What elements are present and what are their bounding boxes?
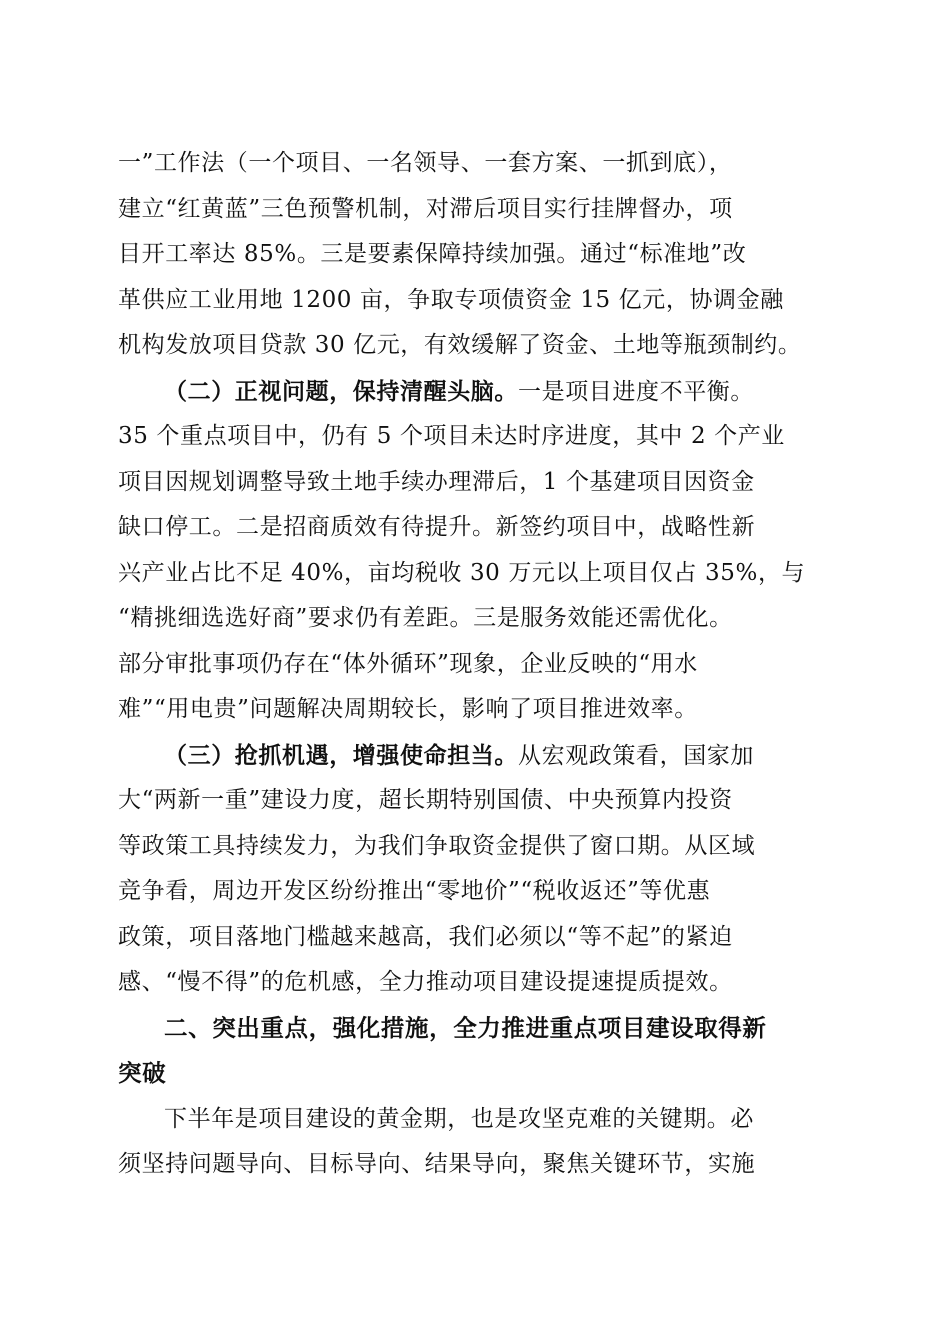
paragraph-line: 目开工率达 85%。三是要素保障持续加强。通过“标准地”改 <box>118 241 747 267</box>
paragraph-line: 难”“用电贵”问题解决周期较长，影响了项目推进效率。 <box>118 696 698 722</box>
document-body <box>118 141 838 1188</box>
paragraph-line: 机构发放项目贷款 30 亿元，有效缓解了资金、土地等瓶颈制约。 <box>118 332 802 358</box>
paragraph-line: 35 个重点项目中，仍有 5 个项目未达时序进度，其中 2 个产业 <box>118 423 785 449</box>
paragraph-line: 竞争看，周边开发区纷纷推出“零地价”“税收返还”等优惠 <box>118 878 711 904</box>
paragraph-line: “精挑细选选好商”要求仍有差距。三是服务效能还需优化。 <box>118 605 733 631</box>
section-heading-continued: 突破 <box>118 1059 167 1087</box>
paragraph-line: 须坚持问题导向、目标导向、结果导向，聚焦关键环节，实施 <box>118 1151 756 1177</box>
subsection-line-2 <box>118 369 838 415</box>
paragraph-line: 大“两新一重”建设力度，超长期特别国债、中央预算内投资 <box>118 787 733 813</box>
paragraph-text: 一是项目进度不平衡。 <box>518 378 754 405</box>
paragraph-line: 建立“红黄蓝”三色预警机制，对滞后项目实行挂牌督办，项 <box>118 195 733 222</box>
paragraph-line: 项目因规划调整导致土地手续办理滞后，1 个基建项目因资金 <box>118 468 755 495</box>
paragraph-line: 缺口停工。二是招商质效有待提升。新签约项目中，战略性新 <box>118 514 756 540</box>
paragraph-line: 等政策工具持续发力，为我们争取资金提供了窗口期。从区域 <box>118 832 756 859</box>
section-heading: 二、突出重点，强化措施，全力推进重点项目建设取得新 <box>164 1013 767 1042</box>
subsection-line-3 <box>118 733 838 779</box>
paragraph-line: 革供应工业用地 1200 亩，争取专项债资金 15 亿元，协调金融 <box>118 286 784 313</box>
paragraph-line: 一”工作法（一个项目、一名领导、一套方案、一抓到底）， <box>118 150 733 176</box>
subsection-heading: （二）正视问题，保持清醒头脑。 <box>164 377 518 405</box>
subsection-heading: （三）抢抓机遇，增强使命担当。 <box>164 741 518 769</box>
paragraph-line: 部分审批事项仍存在“体外循环”现象，企业反映的“用水 <box>118 650 698 677</box>
paragraph-line: 感、“慢不得”的危机感，全力推动项目建设提速提质提效。 <box>118 969 733 995</box>
paragraph-line: 兴产业占比不足 40%，亩均税收 30 万元以上项目仅占 35%，与 <box>118 559 806 586</box>
paragraph-line: 政策，项目落地门槛越来越高，我们必须以“等不起”的紧迫 <box>118 923 733 950</box>
paragraph-line: 下半年是项目建设的黄金期，也是攻坚克难的关键期。必 <box>164 1105 754 1132</box>
paragraph-text: 从宏观政策看，国家加 <box>518 742 754 769</box>
